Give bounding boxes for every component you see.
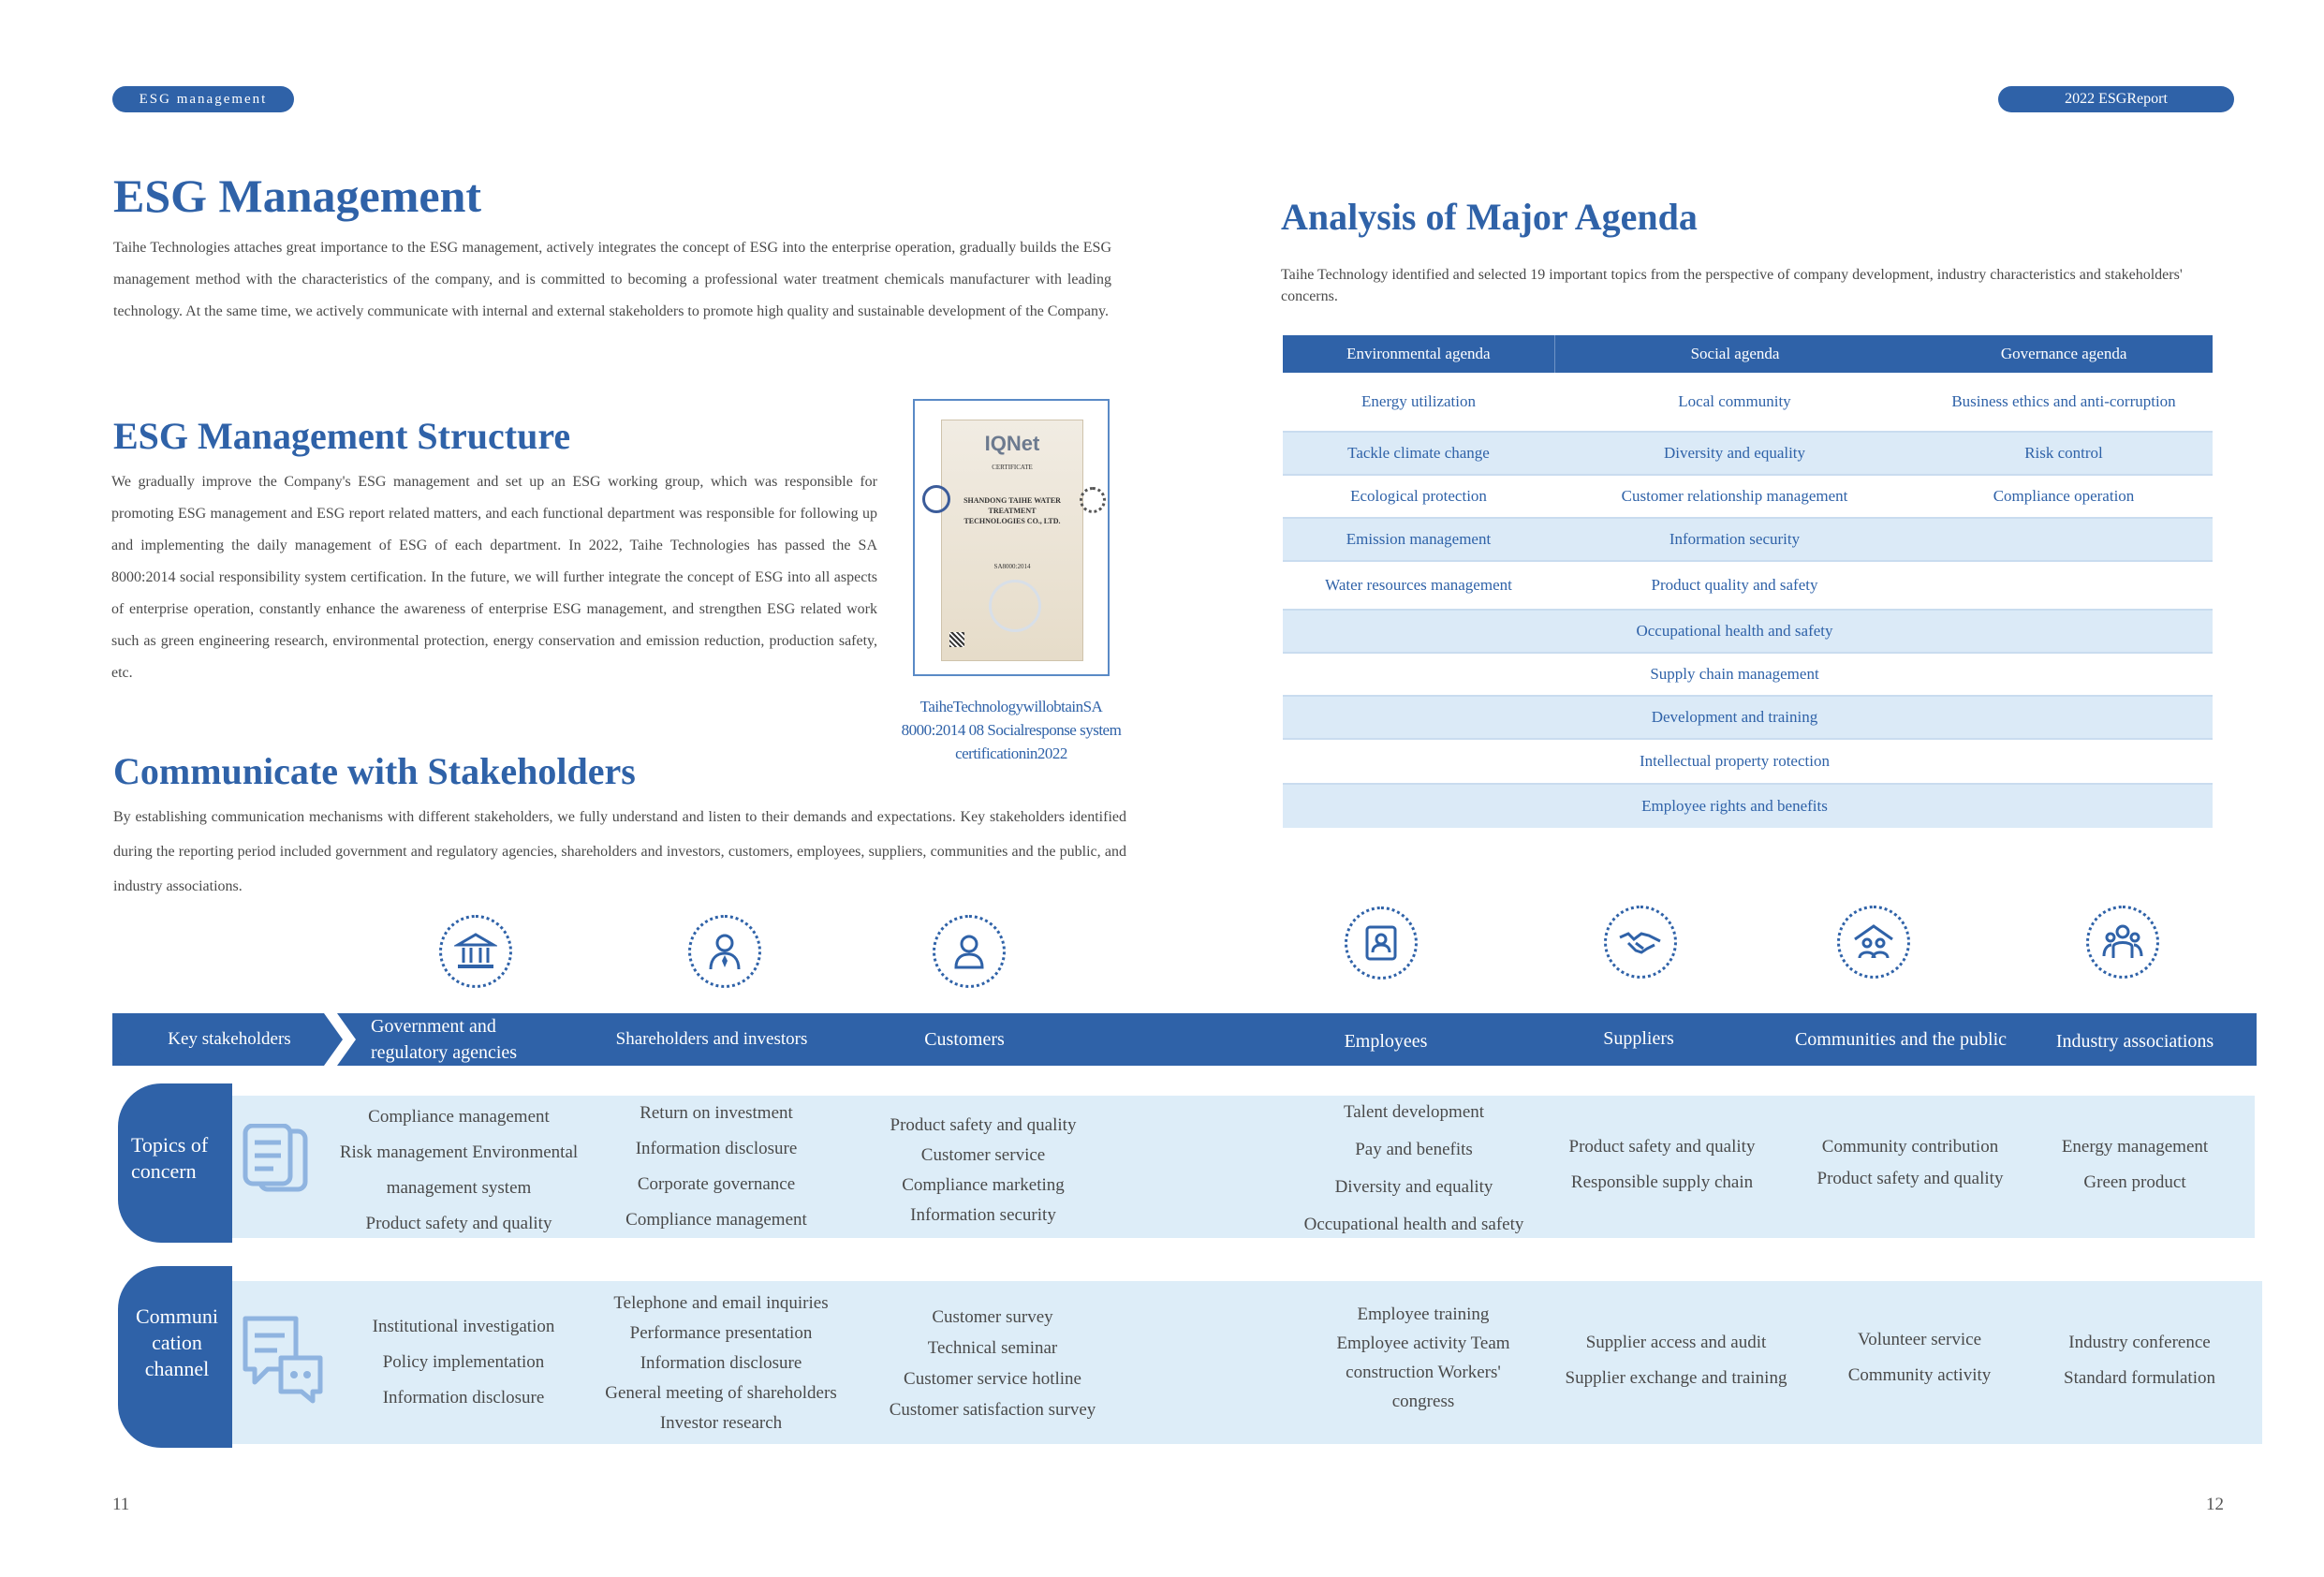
topic-employees — [1273, 1094, 1554, 1244]
structure-paragraph: We gradually improve the Company's ESG management and set up an ESG working group, which was responsible for promoting ESG management and ESG report related matters, and each functional department was responsible for following up and implementing the daily management of ESG of each department. In 2022, Taihe Technologies has passed the SA 8000:2014 social responsibility system certification. In the future, we will further integrate the concept of ESG into all aspects of enterprise operation, constantly enhance the awareness of enterprise ESG management, and strengthen ESG related work such as green engineering research, environmental protection, energy conservation and emission reduction, production safety, etc. — [111, 474, 877, 681]
agenda-row — [1283, 562, 2213, 611]
social-cell: Employee rights and benefits — [1641, 797, 1828, 815]
agenda-table-header — [1283, 335, 2213, 373]
channel-item: Employee training — [1357, 1304, 1490, 1324]
section-pill: ESG management — [112, 86, 294, 112]
major-agenda-intro: Taihe Technology identified and selected 19 important topics from the perspective of company development, industry characteristics and stakeholders' concerns. — [1281, 267, 2183, 304]
channel-item: Information disclosure — [382, 1388, 545, 1408]
chevron-arrow-icon — [324, 1013, 361, 1066]
certificate-image — [913, 399, 1110, 676]
social-cell: Product quality and safety — [1651, 576, 1818, 594]
topic-item: Product safety and quality — [1568, 1137, 1756, 1157]
stakeholder-suppliers: Suppliers — [1603, 1028, 1674, 1049]
topic-item: Diversity and equality — [1334, 1177, 1493, 1197]
certificate-heading: CERTIFICATE — [992, 464, 1033, 471]
agenda-row — [1283, 654, 2213, 697]
agenda-row — [1283, 697, 2213, 740]
certificate-company: SHANDONG TAIHE WATER TREATMENT TECHNOLOGIES CO., LTD. — [963, 496, 1061, 525]
topic-item: Energy management — [2061, 1137, 2209, 1157]
structure-title: ESG Management Structure — [113, 415, 571, 457]
social-cell: Diversity and equality — [1663, 444, 1806, 462]
gov-cell: Business ethics and anti-corruption — [1951, 392, 2176, 410]
agenda-row — [1283, 373, 2213, 433]
agenda-table — [1283, 335, 2213, 828]
agenda-row — [1283, 785, 2213, 828]
topic-item: Information disclosure — [635, 1139, 798, 1158]
header-governance: Governance agenda — [2000, 345, 2127, 362]
channel-item: General meeting of shareholders — [605, 1383, 837, 1403]
topic-gov — [318, 1099, 599, 1242]
topic-item: Compliance management — [368, 1107, 550, 1127]
topic-customers — [852, 1111, 1114, 1231]
topic-item: Responsible supply chain — [1570, 1172, 1754, 1192]
channel-shareholders — [581, 1289, 861, 1438]
report-pill: 2022 ESGReport — [1998, 86, 2234, 112]
topic-item: Corporate governance — [637, 1174, 796, 1194]
customer-person-icon — [933, 915, 1006, 988]
topic-item: Information security — [910, 1205, 1056, 1225]
stakeholder-employees: Employees — [1344, 1031, 1428, 1052]
gov-cell: Risk control — [2024, 444, 2103, 462]
channel-item: Employee activity Team — [1336, 1334, 1510, 1353]
agenda-row — [1283, 476, 2213, 519]
page-number-left: 11 — [112, 1495, 130, 1514]
agenda-row — [1283, 519, 2213, 562]
topic-item: Customer service — [920, 1145, 1046, 1165]
seal-right-icon — [1080, 487, 1106, 513]
stakeholder-communities: Communities and the public — [1794, 1029, 2008, 1050]
topic-communities — [1788, 1131, 2032, 1195]
page-number-right: 12 — [2206, 1495, 2224, 1514]
channel-item: Policy implementation — [382, 1352, 545, 1372]
certificate-number: SA8000:2014 — [993, 563, 1031, 570]
channel-item: Supplier exchange and training — [1565, 1368, 1787, 1388]
social-cell: Occupational health and safety — [1636, 622, 1833, 640]
topics-label: Topics of concern — [131, 1133, 209, 1183]
social-cell: Supply chain management — [1650, 665, 1819, 683]
handshake-icon — [1604, 906, 1677, 979]
topic-shareholders — [590, 1096, 843, 1238]
topic-item: Product safety and quality — [890, 1115, 1077, 1135]
topic-item: Talent development — [1343, 1102, 1485, 1122]
seal-left-icon — [922, 485, 950, 513]
topic-item: Risk management Environmental — [339, 1142, 579, 1162]
stakeholder-government: Government and regulatory agencies — [371, 1016, 518, 1063]
topic-item: Green product — [2083, 1172, 2186, 1192]
agenda-row — [1283, 433, 2213, 476]
social-cell: Development and training — [1651, 708, 1818, 726]
channel-item: Volunteer service — [1857, 1330, 1982, 1349]
header-social: Social agenda — [1690, 345, 1780, 362]
qr-code-icon — [949, 632, 964, 647]
major-agenda-title: Analysis of Major Agenda — [1281, 196, 1698, 238]
communicate-title: Communicate with Stakeholders — [113, 750, 636, 792]
env-cell: Tackle climate change — [1347, 444, 1490, 462]
topic-item: Product safety and quality — [365, 1214, 552, 1233]
channel-item: Institutional investigation — [372, 1317, 555, 1336]
channel-label: Communi cation channel — [135, 1304, 218, 1380]
env-cell: Ecological protection — [1350, 487, 1487, 505]
topic-item: Occupational health and safety — [1303, 1215, 1524, 1234]
channel-item: Industry conference — [2068, 1333, 2211, 1352]
channel-item: congress — [1391, 1392, 1455, 1411]
industry-group-icon — [2086, 906, 2159, 979]
channel-item: Customer satisfaction survey — [889, 1400, 1096, 1420]
env-cell: Water resources management — [1325, 576, 1512, 594]
channel-item: Investor research — [659, 1413, 783, 1433]
stakeholder-industry: Industry associations — [2055, 1031, 2214, 1052]
channel-communities — [1807, 1322, 2032, 1393]
key-stakeholders-label: Key stakeholders — [168, 1029, 291, 1049]
agenda-row — [1283, 611, 2213, 654]
channel-item: Customer survey — [932, 1307, 1053, 1327]
channel-industry — [2032, 1325, 2247, 1396]
topic-item: Community contribution — [1821, 1137, 1999, 1157]
esg-intro-paragraph: Taihe Technologies attaches great importance to the ESG management, actively integrates the concept of ESG into the enterprise operation, gradually builds the ESG management method with the characteristics of the company, and is committed to becoming a professional water treatment chemicals manufacturer with leading technology. At the same time, we actively communicate with internal and external stakeholders to promote high quality and sustainable development of the Company. — [113, 240, 1111, 319]
env-cell: Energy utilization — [1361, 392, 1476, 410]
header-environmental: Environmental agenda — [1283, 335, 1555, 373]
channel-tab — [118, 1266, 232, 1448]
channel-item: Technical seminar — [927, 1338, 1058, 1358]
channel-item: Telephone and email inquiries — [613, 1293, 829, 1313]
investor-person-icon — [688, 915, 761, 988]
channel-item: Community activity — [1847, 1365, 1992, 1385]
government-building-icon — [439, 915, 512, 988]
topic-suppliers — [1545, 1129, 1779, 1201]
community-house-icon — [1837, 906, 1910, 979]
channel-item: Performance presentation — [629, 1323, 813, 1343]
employee-badge-icon — [1345, 906, 1418, 980]
env-cell: Emission management — [1346, 530, 1492, 548]
topic-item: Return on investment — [640, 1103, 793, 1123]
stakeholder-shareholders: Shareholders and investors — [615, 1029, 808, 1049]
channel-suppliers — [1545, 1325, 1807, 1396]
stakeholder-customers: Customers — [924, 1029, 1005, 1050]
certificate-watermark — [989, 580, 1041, 632]
gov-cell: Compliance operation — [1993, 487, 2135, 505]
channel-item: Supplier access and audit — [1585, 1333, 1767, 1352]
social-cell: Local community — [1678, 392, 1791, 410]
channel-item: Customer service hotline — [904, 1369, 1081, 1389]
channel-item: Information disclosure — [640, 1353, 802, 1373]
social-cell: Customer relationship management — [1621, 487, 1848, 505]
topic-item: Product safety and quality — [1817, 1169, 2004, 1188]
topic-industry — [2032, 1129, 2238, 1201]
agenda-row — [1283, 740, 2213, 785]
channel-item: Standard formulation — [2064, 1368, 2215, 1388]
topic-item: Compliance management — [625, 1210, 807, 1230]
esg-management-title: ESG Management — [113, 169, 482, 222]
social-cell: Information security — [1669, 530, 1801, 548]
certificate-caption: TaiheTechnologywillobtainSA 8000:2014 08 Socialresponse system certificationin2022 — [901, 698, 1122, 762]
document-list-icon — [240, 1124, 315, 1199]
social-cell: Intellectual property rotection — [1640, 752, 1830, 770]
channel-gov — [337, 1309, 590, 1416]
chat-bubbles-icon — [240, 1315, 326, 1405]
topics-tab — [118, 1083, 232, 1243]
topic-item: Pay and benefits — [1355, 1140, 1473, 1159]
channel-employees — [1302, 1300, 1545, 1416]
iqnet-logo: IQNet — [984, 432, 1040, 455]
topic-item: management system — [386, 1178, 532, 1198]
communicate-paragraph: By establishing communication mechanisms with different stakeholders, we fully understand and listen to their demands and expectations. Key stakeholders identified during the reporting period included government and regulatory agencies, shareholders and investors, customers, employees, suppliers, communities and the public, and industry associations. — [113, 809, 1126, 894]
channel-customers — [861, 1302, 1124, 1425]
channel-item: construction Workers' — [1346, 1363, 1501, 1382]
topic-item: Compliance marketing — [902, 1175, 1065, 1195]
